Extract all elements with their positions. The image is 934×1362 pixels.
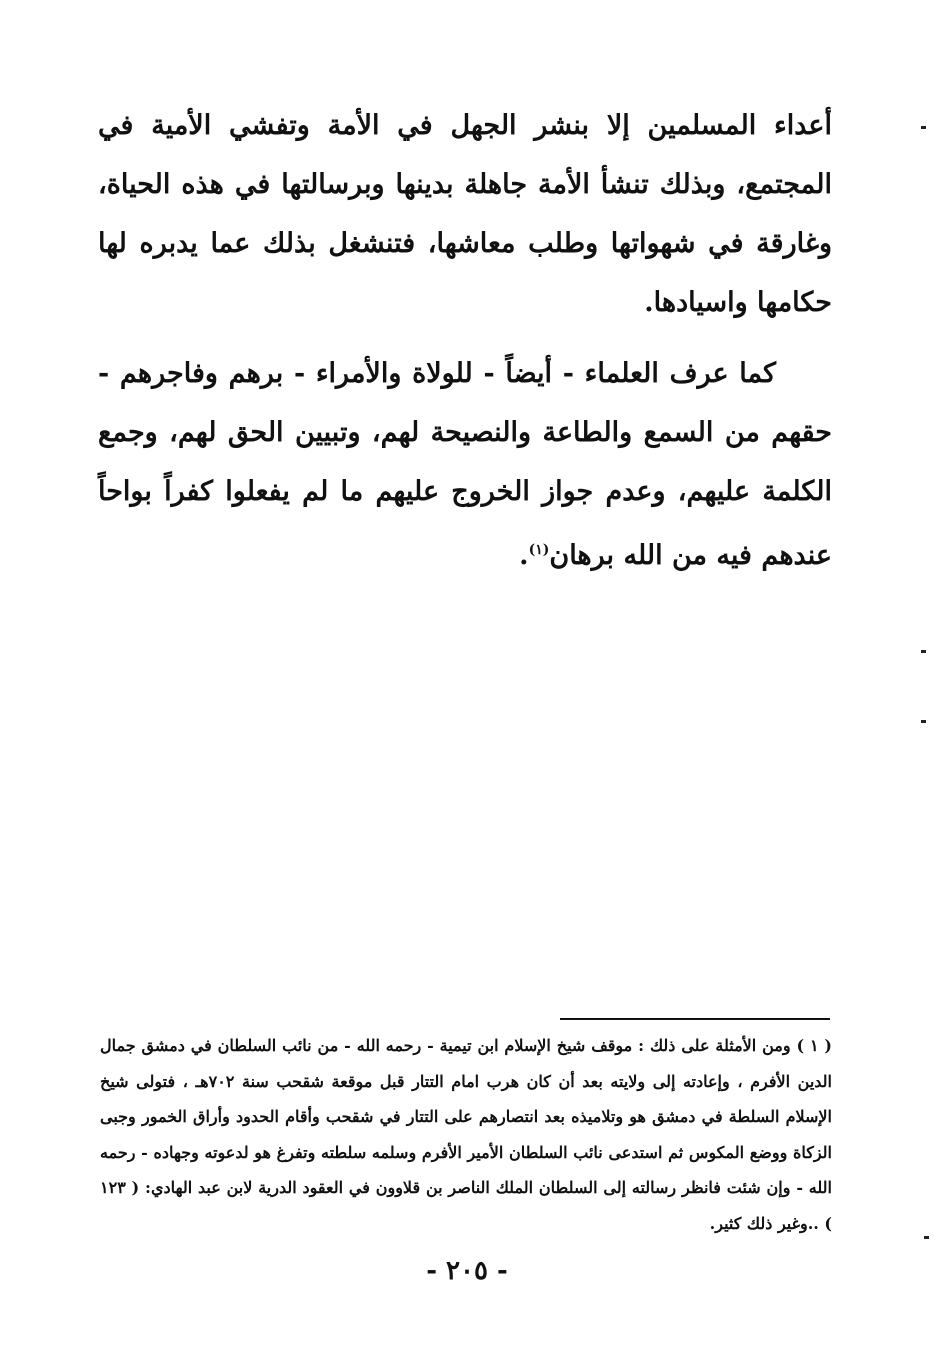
scan-mark bbox=[924, 1236, 929, 1239]
scan-mark bbox=[921, 720, 926, 723]
paragraph-2-text: كما عرف العلماء - أيضاً - للولاة والأمراء - برهم وفاجرهم - حقهم من السمع والطاعة والنصيحة لهم، وتبيين الحق لهم، وجمع الكلمة عليهم، وعدم جواز الخروج عليهم ما لم يفعلوا كفراً بواحاً عندهم فيه من الله برهان bbox=[98, 358, 832, 571]
paragraph-1: أعداء المسلمين إلا بنشر الجهل في الأمة وتفشي الأمية في المجتمع، وبذلك تنشأ الأمة جاهلة بدينها وبرسالتها في هذه الحياة، وغارقة في شهواتها وطلب معاشها، فتنشغل بذلك عما يدبره لها حكامها واسيادها. bbox=[98, 110, 832, 318]
scan-mark bbox=[921, 650, 926, 653]
footnote bbox=[100, 1028, 832, 1241]
paragraph-2 bbox=[98, 344, 832, 585]
footnote-reference: (١) bbox=[528, 542, 550, 558]
page-number: - ٢٠٥ - bbox=[426, 1256, 508, 1286]
footnote-text: ( ١ ) ومن الأمثلة على ذلك : موقف شيخ الإسلام ابن تيمية - رحمه الله - من نائب السلطان في دمشق جمال الدين الأفرم ، وإعادته إلى ولايته بعد أن كان هرب امام التتار قبل موقعة شقحب سنة ٧٠٢هـ ، فتولى شيخ الإسلام السلطة في دمشق هو وتلاميذه بعد انتصارهم على التتار في شقحب وأقام الحدود وأراق الخمور وجبى الزكاة ووضع المكوس ثم استدعى نائب السلطان الأمير الأفرم وسلمه سلطته وتفرغ هو لدعوته وجهاده - رحمه الله - وإن شئت فانظر رسالته إلى السلطان الملك الناصر بن قلاوون في العقود الدرية لابن عبد الهادي: ( ١٢٣ ) ..وغير ذلك كثير. bbox=[100, 1036, 833, 1233]
scan-mark bbox=[921, 126, 926, 129]
paragraph-2-end: . bbox=[519, 540, 529, 571]
main-text bbox=[98, 96, 832, 585]
footnote-separator bbox=[560, 1018, 830, 1020]
